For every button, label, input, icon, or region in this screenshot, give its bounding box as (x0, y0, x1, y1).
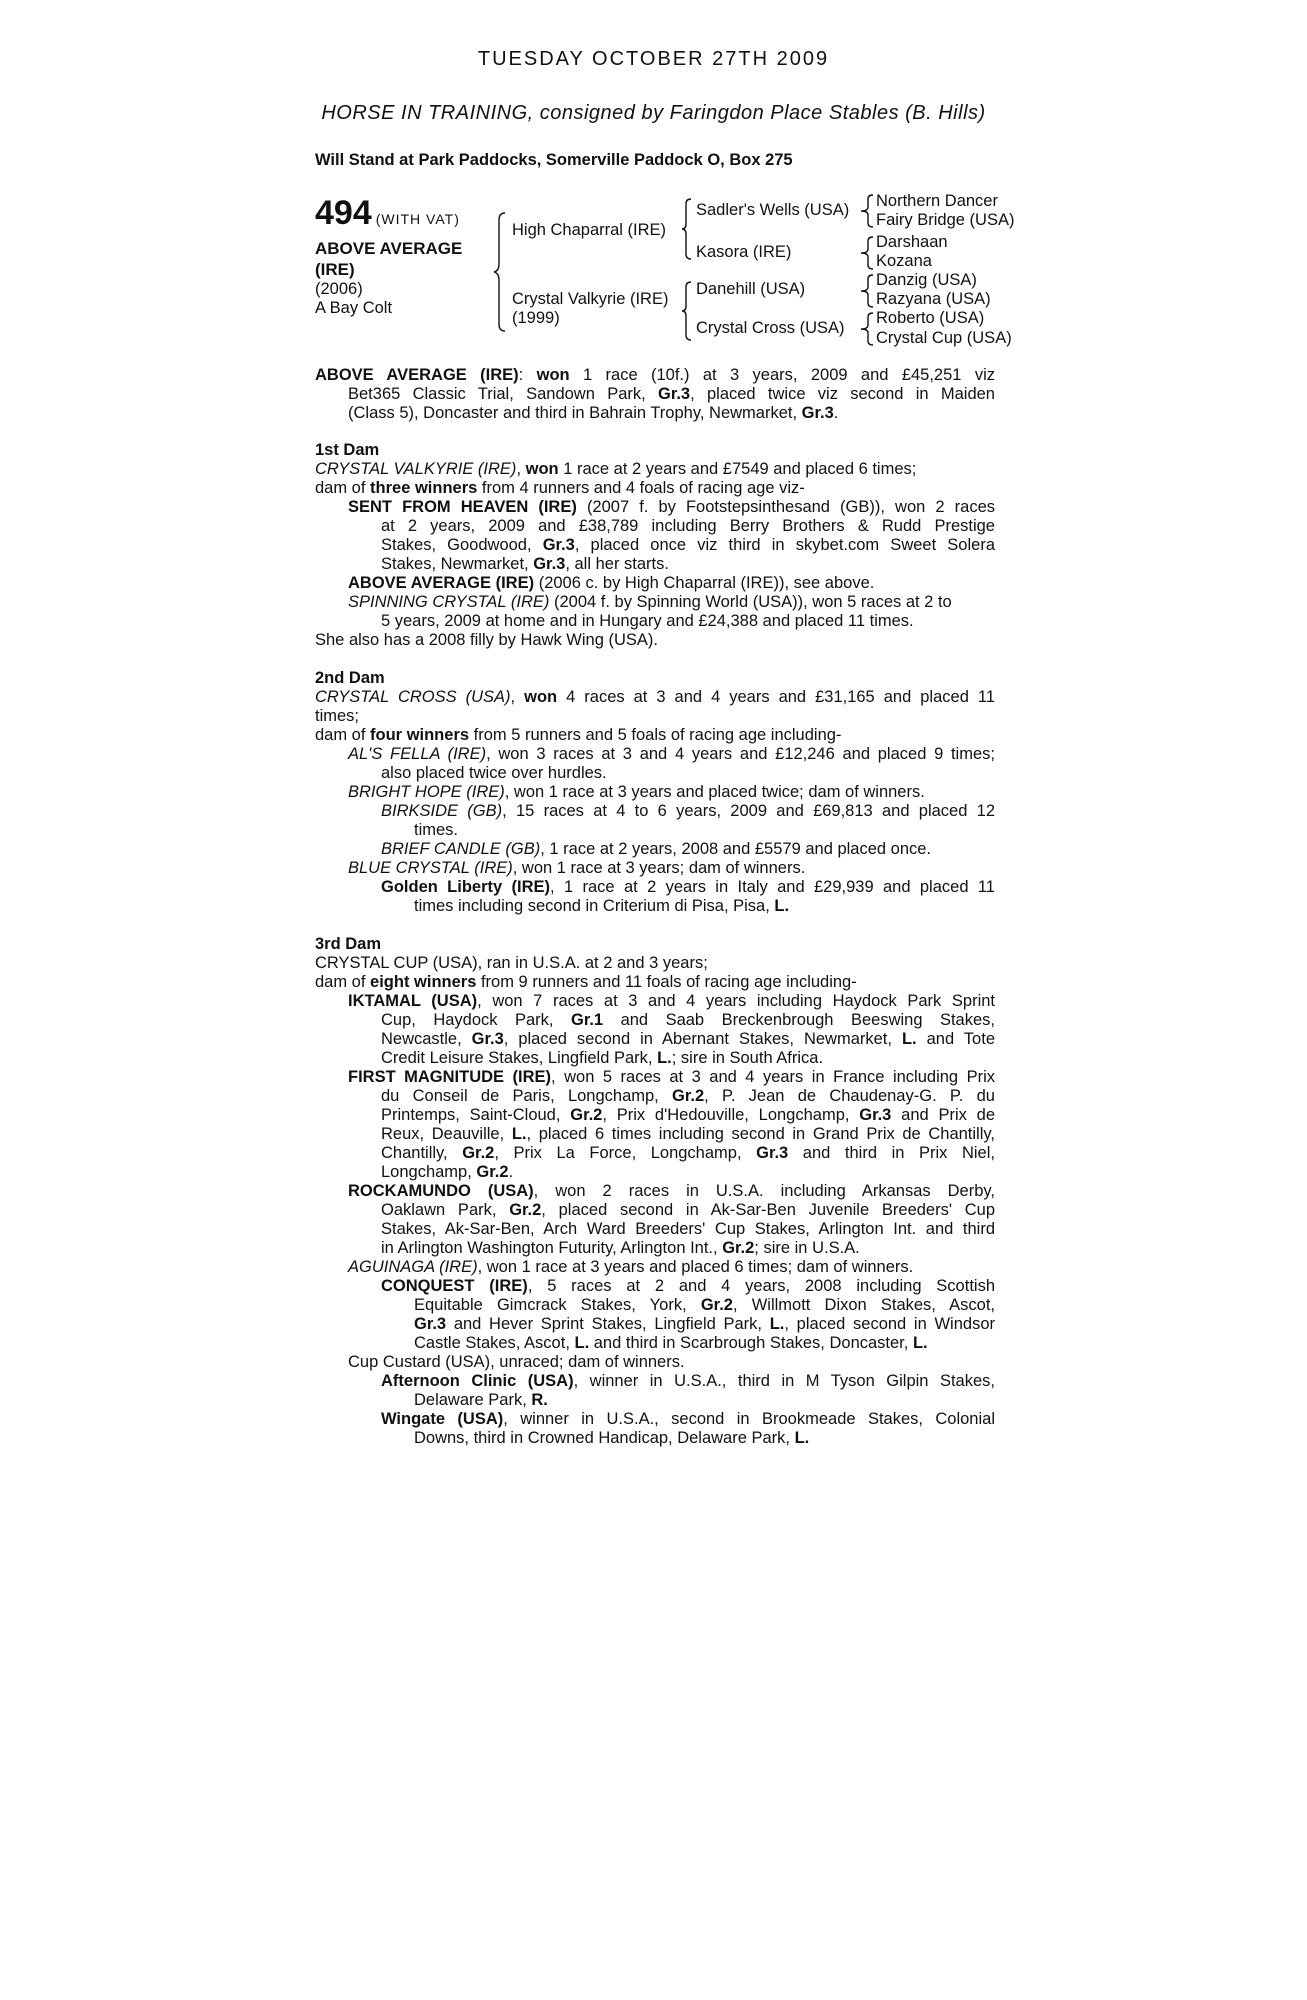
text: , 1 race at 2 years, 2008 and £5579 and placed once. (540, 840, 932, 858)
summary-text: . (833, 404, 839, 422)
text: , Prix La Force, Longchamp, (494, 1144, 757, 1162)
text: dam of (315, 479, 371, 497)
summary-horse: ABOVE AVERAGE (IRE) (315, 366, 519, 384)
listed-grade: L. (657, 1049, 672, 1067)
progeny-name: Cup Custard (USA), unraced; dam of winners. (348, 1353, 685, 1371)
pedigree-sss: Northern Dancer (876, 192, 998, 210)
lot-vat: (WITH VAT) (375, 211, 460, 227)
pedigree-sdd: Kozana (876, 252, 932, 270)
text: dam of (315, 973, 371, 991)
text: Castle Stakes, Ascot, (414, 1334, 575, 1352)
text: , placed once viz third in skybet.com Sweet Solera (574, 536, 995, 554)
text: Chantilly, (381, 1144, 463, 1162)
group-grade: Gr.2 (700, 1296, 733, 1314)
text: . (508, 1163, 514, 1181)
pedigree-brace-ss (860, 194, 874, 228)
pedigree-brace-sire (682, 198, 692, 260)
text: Printemps, Saint-Cloud, (381, 1106, 571, 1124)
text: , won 3 races at 3 and 4 years and £12,246 and placed 9 times; (486, 745, 995, 763)
text: (2004 f. by Spinning World (USA)), won 5 races at 2 to (549, 593, 952, 611)
pedigree-dam: Crystal Valkyrie (IRE) (512, 290, 669, 308)
text: times including second in Criterium di Pisa, Pisa, (414, 897, 775, 915)
text: Stakes, Newmarket, (381, 555, 534, 573)
summary-text: Bet365 Classic Trial, Sandown Park, (348, 385, 658, 403)
text: and Hever Sprint Stakes, Lingfield Park, (446, 1315, 770, 1333)
lot-number: 494 (315, 194, 372, 232)
text: , 5 races at 2 and 4 years, 2008 including Scottish (527, 1277, 995, 1295)
text: , 1 race at 2 years in Italy and £29,939 and placed 11 (550, 878, 995, 896)
text: and Tote (916, 1030, 995, 1048)
text: , won 1 race at 3 years; dam of winners. (512, 859, 806, 877)
text: , placed second in Windsor (784, 1315, 995, 1333)
won-label: won (525, 460, 559, 478)
text: 5 years, 2009 at home and in Hungary and £24,388 and placed 11 times. (381, 612, 914, 630)
summary-won: won (536, 366, 570, 384)
text: (2006 c. by High Chaparral (IRE)), see above. (534, 574, 875, 592)
pedigree-brace-dam (682, 281, 692, 341)
pedigree-brace-main (494, 212, 506, 332)
listed-grade: L. (901, 1030, 917, 1048)
listed-grade: L. (511, 1125, 527, 1143)
text: , Willmott Dixon Stakes, Ascot, (732, 1296, 995, 1314)
text: Newcastle, (381, 1030, 472, 1048)
horse-year: (2006) (315, 280, 363, 298)
listed-grade: L. (574, 1334, 590, 1352)
text: Stakes, Ak-Sar-Ben, Arch Ward Breeders' Cup Stakes, Arlington Int. and third (381, 1220, 995, 1238)
text: Delaware Park, (414, 1391, 532, 1409)
text: , (516, 460, 526, 478)
dam-name: CRYSTAL CROSS (USA) (315, 688, 511, 706)
group-grade: Gr.3 (658, 385, 691, 403)
text: , all her starts. (565, 555, 669, 573)
pedigree-ds: Danehill (USA) (696, 280, 806, 298)
winners-count: eight winners (370, 973, 477, 991)
text: and third in Scarbrough Stakes, Doncaster, (589, 1334, 913, 1352)
text: from 9 runners and 11 foals of racing age including- (476, 973, 857, 991)
text: dam of (315, 726, 371, 744)
pedigree-dsd: Razyana (USA) (876, 290, 991, 308)
progeny-name: Afternoon Clinic (USA) (381, 1372, 574, 1390)
stand-location: Will Stand at Park Paddocks, Somerville Paddock O, Box 275 (315, 151, 793, 169)
text: Stakes, Goodwood, (381, 536, 543, 554)
progeny-name: SPINNING CRYSTAL (IRE) (348, 593, 550, 611)
horse-name-line1: ABOVE AVERAGE (315, 239, 463, 258)
text: , placed 6 times including second in Grand Prix de Chantilly, (526, 1125, 995, 1143)
summary-text: : (518, 366, 537, 384)
text: 4 races at 3 and 4 years and £31,165 and placed 11 (557, 688, 995, 706)
summary-text: 1 race (10f.) at 3 years, 2009 and £45,251 viz (569, 366, 995, 384)
group-grade: Gr.2 (462, 1144, 495, 1162)
progeny-name: AL'S FELLA (IRE) (348, 745, 487, 763)
listed-grade: L. (912, 1334, 928, 1352)
pedigree-sd: Kasora (IRE) (696, 243, 792, 261)
text: at 2 years, 2009 and £38,789 including Berry Brothers & Rudd Prestige (381, 517, 995, 535)
group-grade: Gr.3 (533, 555, 566, 573)
listed-grade: L. (794, 1429, 810, 1447)
progeny-name: Wingate (USA) (381, 1410, 504, 1428)
pedigree-ssd: Fairy Bridge (USA) (876, 211, 1015, 229)
group-grade: Gr.3 (414, 1315, 447, 1333)
text: Oaklawn Park, (381, 1201, 510, 1219)
pedigree-ddd: Crystal Cup (USA) (876, 329, 1012, 347)
listed-grade: L. (774, 897, 790, 915)
text: (2007 f. by Footstepsinthesand (GB)), won 2 races (576, 498, 995, 516)
group-grade: Gr.3 (801, 404, 834, 422)
group-grade: Gr.1 (570, 1011, 604, 1029)
text: also placed twice over hurdles. (381, 764, 607, 782)
first-dam-section (315, 441, 995, 650)
progeny-name: BRIEF CANDLE (GB) (381, 840, 541, 858)
text: Equitable Gimcrack Stakes, York, (414, 1296, 701, 1314)
text: , won 7 races at 3 and 4 years including Haydock Park Sprint (477, 992, 996, 1010)
race-summary (315, 366, 995, 423)
text: Longchamp, (381, 1163, 477, 1181)
text: Cup, Haydock Park, (381, 1011, 571, 1029)
pedigree-brace-sd (860, 236, 874, 270)
progeny-name: BRIGHT HOPE (IRE) (348, 783, 505, 801)
progeny-name: SENT FROM HEAVEN (IRE) (348, 498, 577, 516)
text: , placed second in Ak-Sar-Ben Juvenile Breeders' Cup (541, 1201, 995, 1219)
text: from 4 runners and 4 foals of racing age viz- (477, 479, 805, 497)
text: , won 2 races in U.S.A. including Arkansas Derby, (533, 1182, 996, 1200)
section-heading: 1st Dam (315, 441, 380, 459)
group-grade: Gr.3 (756, 1144, 789, 1162)
text: Credit Leisure Stakes, Lingfield Park, (381, 1049, 658, 1067)
horse-description: A Bay Colt (315, 299, 393, 317)
third-dam-section (315, 935, 995, 1448)
text: , winner in U.S.A., third in M Tyson Gilpin Stakes, (573, 1372, 995, 1390)
text: , Prix d'Hedouville, Longchamp, (602, 1106, 860, 1124)
horse-name-line2: (IRE) (315, 260, 355, 279)
section-heading: 2nd Dam (315, 669, 385, 687)
progeny-name: FIRST MAGNITUDE (IRE) (348, 1068, 552, 1086)
winners-count: three winners (370, 479, 478, 497)
progeny-name: BIRKSIDE (GB) (381, 802, 503, 820)
text: times. (414, 821, 459, 839)
group-grade: Gr.3 (542, 536, 575, 554)
listed-grade: L. (769, 1315, 785, 1333)
text: , winner in U.S.A., second in Brookmeade Stakes, Colonial (503, 1410, 995, 1428)
summary-text: , placed twice viz second in Maiden (690, 385, 995, 403)
text: in Arlington Washington Futurity, Arlington Int., (381, 1239, 723, 1257)
text: , placed second in Abernant Stakes, Newmarket, (503, 1030, 902, 1048)
progeny-name: ROCKAMUNDO (USA) (348, 1182, 534, 1200)
progeny-name: CONQUEST (IRE) (381, 1277, 528, 1295)
text: She also has a 2008 filly by Hawk Wing (USA). (315, 631, 658, 649)
text: from 5 runners and 5 foals of racing age including- (469, 726, 842, 744)
text: ; sire in U.S.A. (754, 1239, 860, 1257)
pedigree-dam-year: (1999) (512, 309, 560, 327)
pedigree-sds: Darshaan (876, 233, 948, 251)
text: , won 1 race at 3 years and placed twice; dam of winners. (504, 783, 925, 801)
group-grade: Gr.2 (672, 1087, 705, 1105)
section-heading: 3rd Dam (315, 935, 382, 953)
sale-date: TUESDAY OCTOBER 27TH 2009 (477, 48, 830, 70)
text: , P. Jean de Chaudenay-G. P. du (704, 1087, 995, 1105)
winners-count: four winners (370, 726, 470, 744)
text: times; (315, 707, 360, 725)
text: and third in Prix Niel, (788, 1144, 995, 1162)
won-label: won (524, 688, 558, 706)
text: , won 1 race at 3 years and placed 6 times; dam of winners. (477, 1258, 914, 1276)
pedigree-brace-ds (860, 274, 874, 308)
text: du Conseil de Paris, Longchamp, (381, 1087, 673, 1105)
text: , 15 races at 4 to 6 years, 2009 and £69,813 and placed 12 (502, 802, 996, 820)
group-grade: Gr.3 (471, 1030, 504, 1048)
group-grade: Gr.2 (509, 1201, 542, 1219)
pedigree-ss: Sadler's Wells (USA) (696, 201, 850, 219)
race-grade: R. (531, 1391, 548, 1409)
progeny-name: AGUINAGA (IRE) (348, 1258, 478, 1276)
text: and Prix de (891, 1106, 996, 1124)
group-grade: Gr.2 (570, 1106, 603, 1124)
text: 1 race at 2 years and £7549 and placed 6 times; (558, 460, 917, 478)
progeny-name: ABOVE AVERAGE (IRE) (348, 574, 535, 592)
pedigree-sire: High Chaparral (IRE) (512, 221, 667, 239)
text: , (510, 688, 525, 706)
text: ; sire in South Africa. (671, 1049, 824, 1067)
consignor-line: HORSE IN TRAINING, consigned by Faringdon Place Stables (B. Hills) (321, 102, 986, 124)
dam-name: CRYSTAL CUP (USA), ran in U.S.A. at 2 and 3 years; (315, 954, 708, 972)
text: and Saab Breckenbrough Beeswing Stakes, (603, 1011, 995, 1029)
progeny-name: IKTAMAL (USA) (348, 992, 478, 1010)
second-dam-section (315, 669, 995, 916)
pedigree-dss: Danzig (USA) (876, 271, 977, 289)
text: Downs, third in Crowned Handicap, Delaware Park, (414, 1429, 795, 1447)
progeny-name: BLUE CRYSTAL (IRE) (348, 859, 513, 877)
pedigree-dd: Crystal Cross (USA) (696, 319, 845, 337)
text: Reux, Deauville, (381, 1125, 512, 1143)
pedigree-brace-dd (860, 312, 874, 346)
group-grade: Gr.2 (476, 1163, 509, 1181)
group-grade: Gr.2 (722, 1239, 755, 1257)
progeny-name: Golden Liberty (IRE) (381, 878, 551, 896)
lot-info (315, 196, 475, 318)
summary-text: (Class 5), Doncaster and third in Bahrain Trophy, Newmarket, (348, 404, 802, 422)
text: , won 5 races at 3 and 4 years in France including Prix (551, 1068, 995, 1086)
dam-name: CRYSTAL VALKYRIE (IRE) (315, 460, 517, 478)
pedigree-dds: Roberto (USA) (876, 309, 985, 327)
group-grade: Gr.3 (859, 1106, 892, 1124)
